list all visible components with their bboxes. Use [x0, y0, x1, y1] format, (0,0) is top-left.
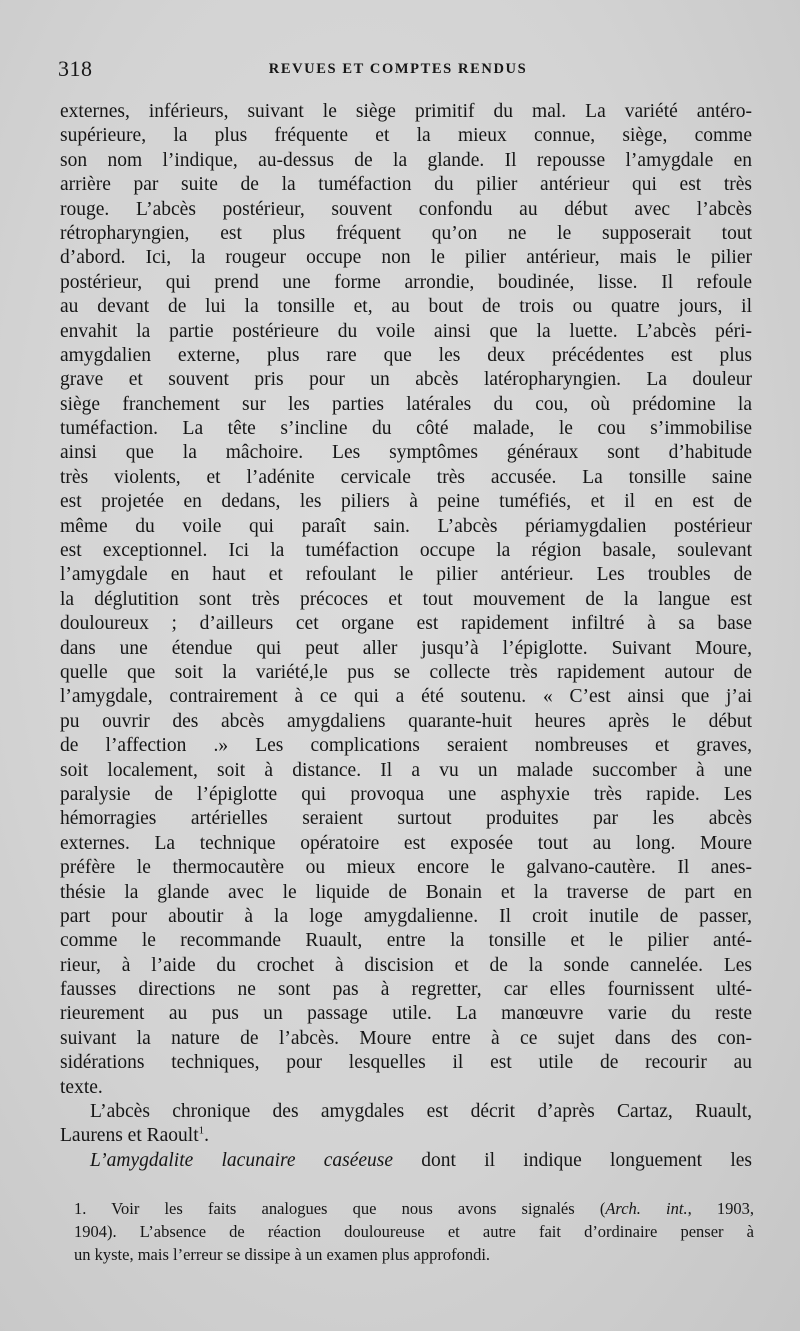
- text-line: comme le recommande Ruault, entre la tonsille et le pilier anté-: [60, 930, 752, 952]
- text-line: l’amygdale en haut et refoulant le pilier antérieur. Les troubles de: [60, 564, 752, 586]
- text-line: paralysie de l’épiglotte qui provoqua une asphyxie très rapide. Les: [60, 783, 752, 805]
- text-line: rieurement au pus un passage utile. La manœuvre varie du reste: [60, 1003, 752, 1025]
- footnote-line: 1904). L’absence de réaction douloureuse et autre fait d’ordinaire penser à: [74, 1222, 754, 1241]
- text-line: au devant de lui la tonsille et, au bout de trois ou quatre jours, il: [60, 296, 752, 318]
- text-line: quelle que soit la variété,le pus se collecte très rapidement autour de: [60, 661, 752, 683]
- footnote-line: [74, 1197, 754, 1220]
- text-line: l’amygdale, contrairement à ce qui a été soutenu. « C’est ainsi que j’ai: [60, 686, 752, 708]
- text-fragment: dont il indique longuement les: [393, 1149, 752, 1171]
- text-line: hémorragies artérielles seraient surtout produites par les abcès: [60, 808, 752, 830]
- footnote-line: un kyste, mais l’erreur se dissipe à un examen plus approfondi.: [74, 1245, 491, 1264]
- paragraph-3: [60, 1149, 752, 1173]
- paragraph-1: [60, 100, 752, 1100]
- text-fragment: .: [204, 1125, 209, 1147]
- citation-italic: Arch. int.: [605, 1199, 688, 1218]
- text-line: est exceptionnel. Ici la tuméfaction occupe la région basale, soulevant: [60, 540, 752, 562]
- text-line: suivant la nature de l’abcès. Moure entre à ce sujet dans des con-: [60, 1027, 752, 1049]
- footnote: [74, 1197, 754, 1266]
- text-line: postérieur, qui prend une forme arrondie, boudinée, lisse. Il refoule: [60, 271, 752, 293]
- text-fragment: 1. Voir les faits analogues que nous avons signalés (: [74, 1199, 606, 1218]
- footnote-mark: 1: [198, 1124, 205, 1137]
- text-line: arrière par suite de la tuméfaction du pilier antérieur qui est très: [60, 174, 752, 196]
- text-line: thésie la glande avec le liquide de Bonain et la traverse de part en: [60, 881, 752, 903]
- text-line: amygdalien externe, plus rare que les deux précédentes est plus: [60, 344, 752, 366]
- text-fragment: , 1903,: [687, 1199, 754, 1218]
- text-line: rouge. L’abcès postérieur, souvent confondu au début avec l’abcès: [60, 198, 752, 220]
- text-line: L’abcès chronique des amygdales est décrit d’après Cartaz, Ruault,: [90, 1101, 752, 1123]
- text-line: envahit la partie postérieure du voile ainsi que la luette. L’abcès péri-: [60, 320, 752, 342]
- text-line: dans une étendue qui peut aller jusqu’à l’épiglotte. Suivant Moure,: [60, 637, 752, 659]
- text-line: de l’affection .» Les complications seraient nombreuses et graves,: [60, 735, 752, 757]
- italic-term: L’amygdalite lacunaire caséeuse: [90, 1149, 394, 1171]
- text-line: supérieure, la plus fréquente et la mieux connue, siège, comme: [60, 125, 752, 147]
- text-line: tuméfaction. La tête s’incline du côté malade, le cou s’immobilise: [60, 418, 752, 440]
- text-line: [60, 1149, 752, 1173]
- text-line: pu ouvrir des abcès amygdaliens quarante-huit heures après le début: [60, 710, 752, 732]
- text-line: est projetée en dedans, les piliers à peine tuméfiés, et il en est de: [60, 491, 752, 513]
- running-head: REVUES ET COMPTES RENDUS: [268, 61, 528, 77]
- text-line: d’abord. Ici, la rougeur occupe non le pilier antérieur, mais le pilier: [60, 247, 752, 269]
- page-number: 318: [58, 56, 93, 81]
- text-line: la déglutition sont très précoces et tout mouvement de la langue est: [60, 588, 752, 610]
- text-line: préfère le thermocautère ou mieux encore le galvano-cautère. Il anes-: [60, 857, 752, 879]
- text-line: rétropharyngien, est plus fréquent qu’on ne le supposerait tout: [60, 222, 752, 244]
- text-fragment: Laurens et Raoult: [60, 1125, 199, 1147]
- text-line: fausses directions ne sont pas à regretter, car elles fournissent ulté-: [60, 979, 752, 1001]
- text-line: son nom l’indique, au-dessus de la glande. Il repousse l’amygdale en: [60, 149, 752, 171]
- text-line: part pour aboutir à la loge amygdalienne. Il croit inutile de passer,: [60, 905, 752, 927]
- paragraph-2: [60, 1100, 752, 1149]
- text-line: texte.: [60, 1076, 103, 1098]
- text-line: soit localement, soit à distance. Il a vu un malade succomber à une: [60, 759, 752, 781]
- text-line: externes, inférieurs, suivant le siège primitif du mal. La variété antéro-: [60, 101, 752, 122]
- text-line: [60, 1124, 752, 1148]
- body-text: [60, 100, 752, 1173]
- text-line: grave et souvent pris pour un abcès latéropharyngien. La douleur: [60, 369, 752, 391]
- text-line: très violents, et l’adénite cervicale très accusée. La tonsille saine: [60, 466, 752, 488]
- text-line: douloureux ; d’ailleurs cet organe est rapidement infiltré à sa base: [60, 613, 752, 635]
- text-line: rieur, à l’aide du crochet à discision et de la sonde cannelée. Les: [60, 954, 752, 976]
- text-line: siège franchement sur les parties latérales du cou, où prédomine la: [60, 393, 752, 415]
- text-line: ainsi que la mâchoire. Les symptômes généraux sont d’habitude: [60, 442, 752, 464]
- page-header: [58, 56, 738, 86]
- text-line: sidérations techniques, pour lesquelles il est utile de recourir au: [60, 1052, 752, 1074]
- text-line: même du voile qui paraît sain. L’abcès périamygdalien postérieur: [60, 515, 752, 537]
- text-line: externes. La technique opératoire est exposée tout au long. Moure: [60, 832, 752, 854]
